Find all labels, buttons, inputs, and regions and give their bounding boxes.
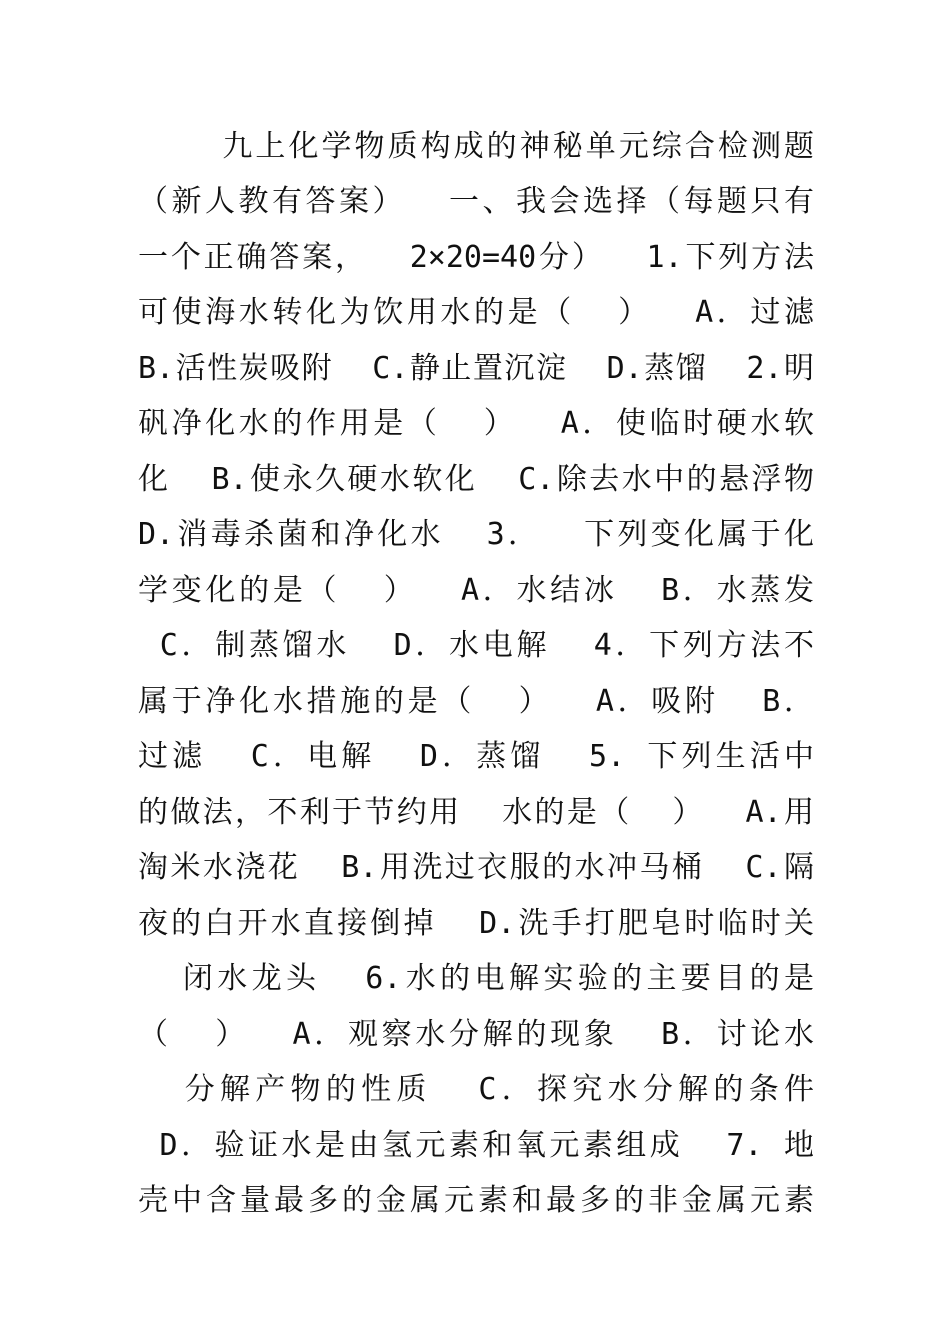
text-line: 矾净化水的作用是（ ） A．使临时硬水软 xyxy=(138,406,814,441)
text-line: 的做法，不利于节约用 水的是（ ） A.用 xyxy=(138,795,814,830)
text-line: B.活性炭吸附 C.静止置沉淀 D.蒸馏 2.明 xyxy=(138,351,814,386)
text-line: 化 B.使永久硬水软化 C.除去水中的悬浮物 xyxy=(138,462,814,497)
text-line: （新人教有答案） 一、我会选择（每题只有 xyxy=(138,184,814,219)
text-line: 九上化学物质构成的神秘单元综合检测题 xyxy=(138,129,814,164)
text-line: 分解产物的性质 C．探究水分解的条件 xyxy=(138,1072,814,1107)
text-line: 一个正确答案， 2×20=40分） 1.下列方法 xyxy=(138,240,814,275)
text-line: 淘米水浇花 B.用洗过衣服的水冲马桶 C.隔 xyxy=(138,850,814,885)
text-line: 学变化的是（ ） A．水结冰 B．水蒸发 xyxy=(138,573,814,608)
text-line: 属于净化水措施的是（ ） A．吸附 B． xyxy=(138,684,814,719)
text-line: 闭水龙头 6.水的电解实验的主要目的是 xyxy=(138,961,814,996)
text-line: D．验证水是由氢元素和氧元素组成 7. 地 xyxy=(138,1128,814,1163)
text-line: D.消毒杀菌和净化水 3． 下列变化属于化 xyxy=(138,517,814,552)
text-line: （ ） A．观察水分解的现象 B．讨论水 xyxy=(138,1017,814,1052)
text-line: C．制蒸馏水 D．水电解 4．下列方法不 xyxy=(138,628,814,663)
text-line: 夜的白开水直接倒掉 D.洗手打肥皂时临时关 xyxy=(138,906,814,941)
text-line: 可使海水转化为饮用水的是（ ） A．过滤 xyxy=(138,295,814,330)
text-line: 过滤 C．电解 D．蒸馏 5. 下列生活中 xyxy=(138,739,814,774)
text-line: 壳中含量最多的金属元素和最多的非金属元素 xyxy=(138,1183,814,1218)
